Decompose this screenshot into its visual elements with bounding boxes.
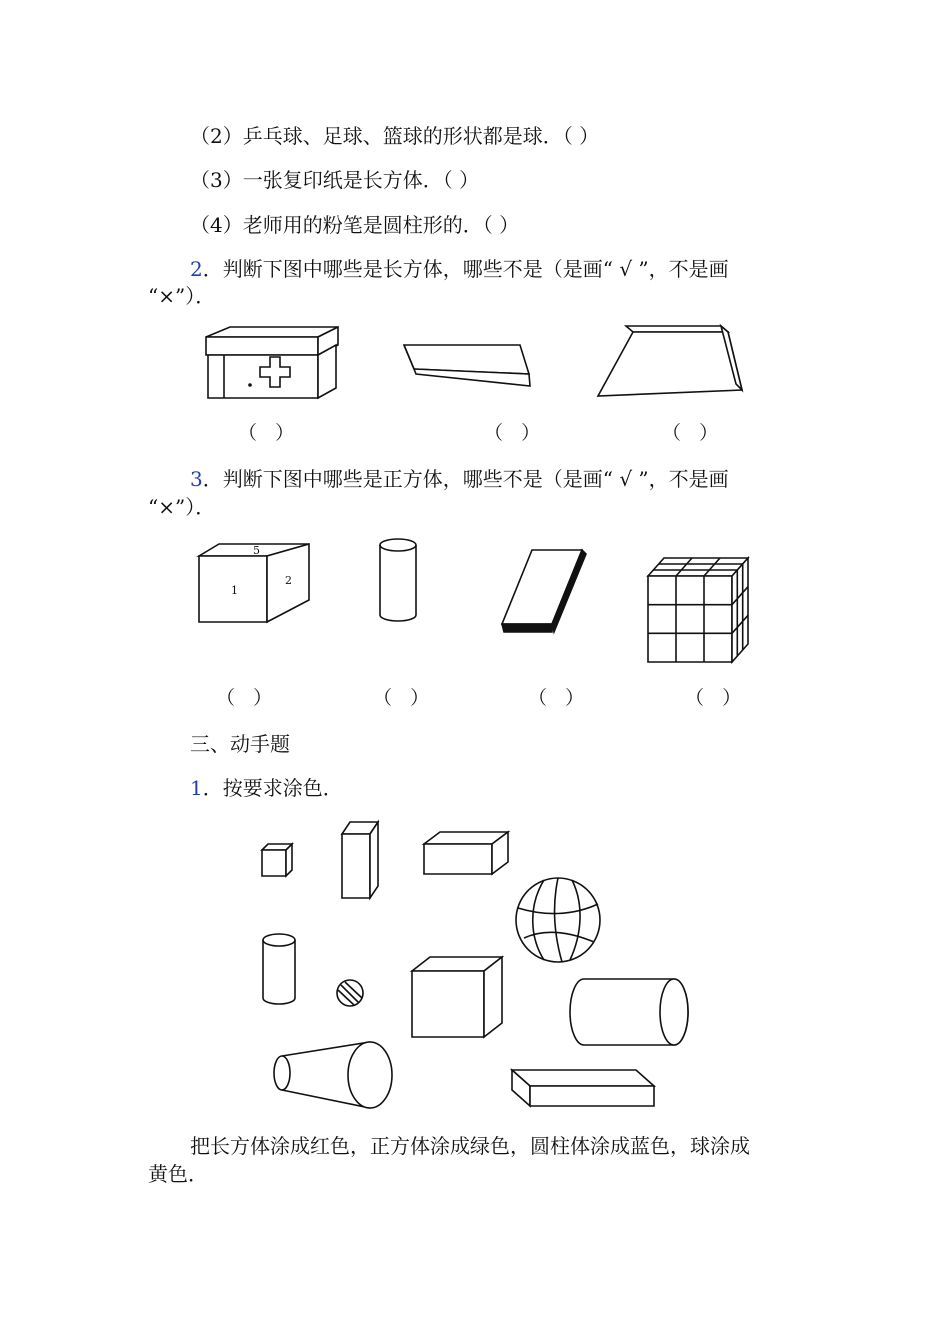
q3-blank-3[interactable]: （ ） — [528, 687, 585, 709]
question-3-text: ．判断下图中哪些是正方体，哪些不是（是画“ √ ”，不是画 — [202, 467, 729, 491]
trapezoid-prism-figure — [596, 324, 746, 399]
section-3-question-1-text: ．按要求涂色． — [202, 776, 343, 800]
question-2-line-2: “×”）． — [148, 284, 216, 308]
small-cube-shape — [260, 842, 294, 878]
q3-blank-2[interactable]: （ ） — [373, 687, 430, 709]
question-3-line-2: “×”）． — [148, 495, 216, 519]
cube-face-label-front: 1 — [231, 584, 238, 597]
question-3-line-1 — [190, 466, 729, 492]
long-cuboid-shape — [508, 1068, 656, 1108]
coloring-instruction-line-1: 把长方体涂成红色，正方体涂成绿色，圆柱体涂成蓝色，球涂成 — [190, 1134, 750, 1158]
first-aid-box-figure — [200, 325, 340, 400]
cone-shape — [272, 1040, 396, 1110]
statement-2: （2）乒乓球、足球、篮球的形状都是球．（ ） — [190, 124, 600, 148]
q2-blank-3[interactable]: （ ） — [662, 422, 719, 444]
question-2-text: ．判断下图中哪些是长方体，哪些不是（是画“ √ ”，不是画 — [202, 257, 729, 281]
small-cylinder-shape — [261, 932, 297, 1006]
q2-blank-1[interactable]: （ ） — [238, 422, 295, 444]
question-2-number: 2 — [190, 257, 203, 281]
section-3-title: 三、动手题 — [190, 732, 290, 756]
q3-blank-4[interactable]: （ ） — [685, 687, 742, 709]
question-2-line-1 — [190, 256, 729, 282]
section-3-question-1 — [190, 775, 343, 801]
q2-blank-2[interactable]: （ ） — [484, 422, 541, 444]
question-3-number: 3 — [190, 467, 203, 491]
basketball-shape — [514, 876, 602, 964]
cube-face-label-top: 5 — [253, 544, 260, 557]
coloring-instruction-line-2: 黄色． — [148, 1162, 208, 1186]
flat-cuboid-shape — [422, 830, 510, 876]
flat-board-figure — [500, 548, 590, 636]
lying-cylinder-shape — [570, 977, 690, 1047]
numbered-cube-figure — [197, 542, 312, 624]
small-ball-shape — [335, 978, 365, 1008]
section-3-question-1-number: 1 — [190, 776, 203, 800]
statement-3: （3）一张复印纸是长方体．（ ） — [190, 168, 480, 192]
statement-4: （4）老师用的粉笔是圆柱形的．（ ） — [190, 213, 520, 237]
tall-cylinder-figure — [378, 537, 418, 623]
rubiks-cube-figure — [646, 556, 750, 664]
slanted-slab-figure — [402, 340, 532, 390]
q3-blank-1[interactable]: （ ） — [216, 687, 273, 709]
cube-face-label-side: 2 — [285, 574, 292, 587]
tall-cuboid-shape — [340, 820, 380, 900]
large-cube-shape — [410, 955, 504, 1039]
